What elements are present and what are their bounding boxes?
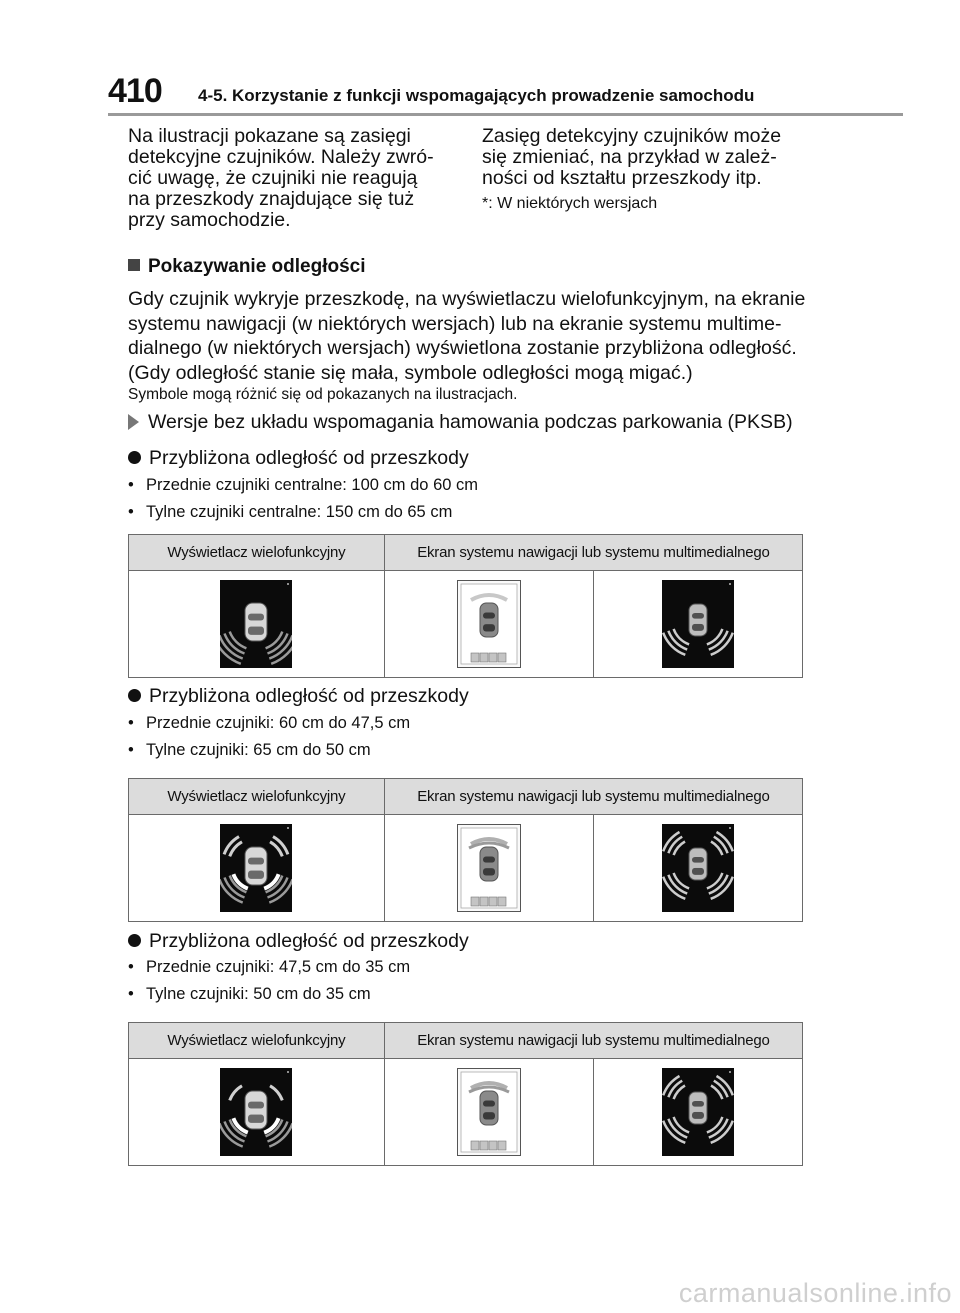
car-icon bbox=[689, 1092, 707, 1124]
nav-light-illustration bbox=[385, 571, 594, 677]
display-screen bbox=[662, 824, 734, 912]
table-row bbox=[129, 815, 802, 921]
intro-left-line: przy samochodzie. bbox=[128, 209, 291, 231]
nav-dark-illustration bbox=[594, 1059, 802, 1165]
block-title bbox=[128, 930, 469, 953]
body-line: systemu nawigacji (w niektórych wersjach) lub na ekranie systemu multime- bbox=[128, 312, 782, 335]
car-icon bbox=[480, 847, 498, 881]
list-item: • Tylne czujniki centralne: 150 cm do 65 cm bbox=[128, 503, 453, 521]
list-item: • Przednie czujniki centralne: 100 cm do 60 cm bbox=[128, 476, 478, 494]
footnote: *: W niektórych wersjach bbox=[482, 195, 658, 212]
list-item-text: Przednie czujniki: 47,5 cm do 35 cm bbox=[146, 958, 411, 976]
car-icon bbox=[245, 603, 267, 641]
table-header-multi-display: Wyświetlacz wielofunkcyjny bbox=[129, 1023, 385, 1058]
display-screen bbox=[662, 580, 734, 668]
list-item: • Tylne czujniki: 50 cm do 35 cm bbox=[128, 985, 371, 1003]
square-bullet-icon bbox=[128, 259, 140, 271]
nav-light-illustration bbox=[385, 815, 594, 921]
multi-display-illustration bbox=[129, 1059, 385, 1165]
block-title-text: Przybliżona odległość od przeszkody bbox=[149, 685, 469, 707]
list-item-text: Tylne czujniki centralne: 150 cm do 65 cm bbox=[146, 503, 453, 521]
list-item: • Przednie czujniki: 60 cm do 47,5 cm bbox=[128, 714, 411, 732]
display-table bbox=[128, 534, 803, 678]
intro-right-line: Zasięg detekcyjny czujników może bbox=[482, 125, 782, 147]
note: Symbole mogą różnić się od pokazanych na ilustracjach. bbox=[128, 386, 518, 403]
display-screen bbox=[457, 824, 521, 912]
display-screen bbox=[220, 824, 292, 912]
table-header-multi-display: Wyświetlacz wielofunkcyjny bbox=[129, 535, 385, 570]
body-line: (Gdy odległość stanie się mała, symbole odległości mogą migać.) bbox=[128, 361, 693, 384]
list-item-text: Przednie czujniki: 60 cm do 47,5 cm bbox=[146, 714, 411, 732]
table-row bbox=[129, 1059, 802, 1165]
car-icon bbox=[480, 1091, 498, 1125]
triangle-bullet-icon bbox=[128, 414, 139, 430]
section-body bbox=[128, 287, 818, 385]
section-title bbox=[128, 256, 366, 278]
intro-left-line: detekcyjne czujników. Należy zwró- bbox=[128, 146, 434, 168]
list-item-text: Tylne czujniki: 65 cm do 50 cm bbox=[146, 741, 371, 759]
round-bullet-icon bbox=[128, 451, 141, 464]
list-item-text: Tylne czujniki: 50 cm do 35 cm bbox=[146, 985, 371, 1003]
car-icon bbox=[689, 604, 707, 636]
table-header-row bbox=[129, 779, 802, 815]
block-title bbox=[128, 447, 469, 470]
intro-right-line: się zmieniać, na przykład w zależ- bbox=[482, 146, 777, 168]
intro-left-line: cić uwagę, że czujniki nie reagują bbox=[128, 167, 418, 189]
display-screen bbox=[220, 580, 292, 668]
block-title bbox=[128, 685, 469, 708]
car-icon bbox=[245, 847, 267, 885]
display-screen bbox=[457, 580, 521, 668]
list-item: • Przednie czujniki: 47,5 cm do 35 cm bbox=[128, 958, 411, 976]
variant-heading bbox=[128, 411, 793, 434]
table-header-multi-display: Wyświetlacz wielofunkcyjny bbox=[129, 779, 385, 814]
car-icon bbox=[689, 848, 707, 880]
intro-right-column bbox=[482, 126, 812, 189]
table-row bbox=[129, 571, 802, 677]
car-icon bbox=[245, 1091, 267, 1129]
intro-left-column bbox=[128, 126, 458, 231]
intro-left-line: Na ilustracji pokazane są zasięgi bbox=[128, 125, 411, 147]
nav-dark-illustration bbox=[594, 815, 802, 921]
list-item-text: Przednie czujniki centralne: 100 cm do 60 cm bbox=[146, 476, 478, 494]
multi-display-illustration bbox=[129, 571, 385, 677]
page-number: 410 bbox=[108, 72, 162, 110]
table-header-nav-display: Ekran systemu nawigacji lub systemu multimedialnego bbox=[417, 544, 770, 561]
chapter-title: 4-5. Korzystanie z funkcji wspomagających prowadzenie samochodu bbox=[198, 86, 755, 105]
display-screen bbox=[220, 1068, 292, 1156]
body-line: Gdy czujnik wykryje przeszkodę, na wyświetlaczu wielofunkcyjnym, na ekranie bbox=[128, 288, 806, 310]
intro-left-line: na przeszkody znajdujące się tuż bbox=[128, 188, 415, 210]
header-rule bbox=[108, 113, 903, 116]
table-header-row bbox=[129, 535, 802, 571]
display-screen bbox=[662, 1068, 734, 1156]
round-bullet-icon bbox=[128, 934, 141, 947]
body-line: dialnego (w niektórych wersjach) wyświetlona zostanie przybliżona odległość. bbox=[128, 337, 797, 359]
display-table bbox=[128, 1022, 803, 1166]
display-screen bbox=[457, 1068, 521, 1156]
section-title-text: Pokazywanie odległości bbox=[148, 256, 366, 277]
nav-dark-illustration bbox=[594, 571, 802, 677]
nav-light-illustration bbox=[385, 1059, 594, 1165]
block-title-text: Przybliżona odległość od przeszkody bbox=[149, 930, 469, 952]
variant-heading-text: Wersje bez układu wspomagania hamowania podczas parkowania (PKSB) bbox=[148, 411, 793, 433]
car-icon bbox=[480, 603, 498, 637]
display-table bbox=[128, 778, 803, 922]
table-header-nav-display: Ekran systemu nawigacji lub systemu multimedialnego bbox=[417, 788, 770, 805]
intro-right-line: ności od kształtu przeszkody itp. bbox=[482, 167, 762, 189]
table-header-row bbox=[129, 1023, 802, 1059]
list-item: • Tylne czujniki: 65 cm do 50 cm bbox=[128, 741, 371, 759]
round-bullet-icon bbox=[128, 689, 141, 702]
watermark: carmanualsonline.info bbox=[678, 1278, 952, 1308]
multi-display-illustration bbox=[129, 815, 385, 921]
block-title-text: Przybliżona odległość od przeszkody bbox=[149, 447, 469, 469]
page-header bbox=[108, 72, 903, 118]
table-header-nav-display: Ekran systemu nawigacji lub systemu multimedialnego bbox=[417, 1032, 770, 1049]
